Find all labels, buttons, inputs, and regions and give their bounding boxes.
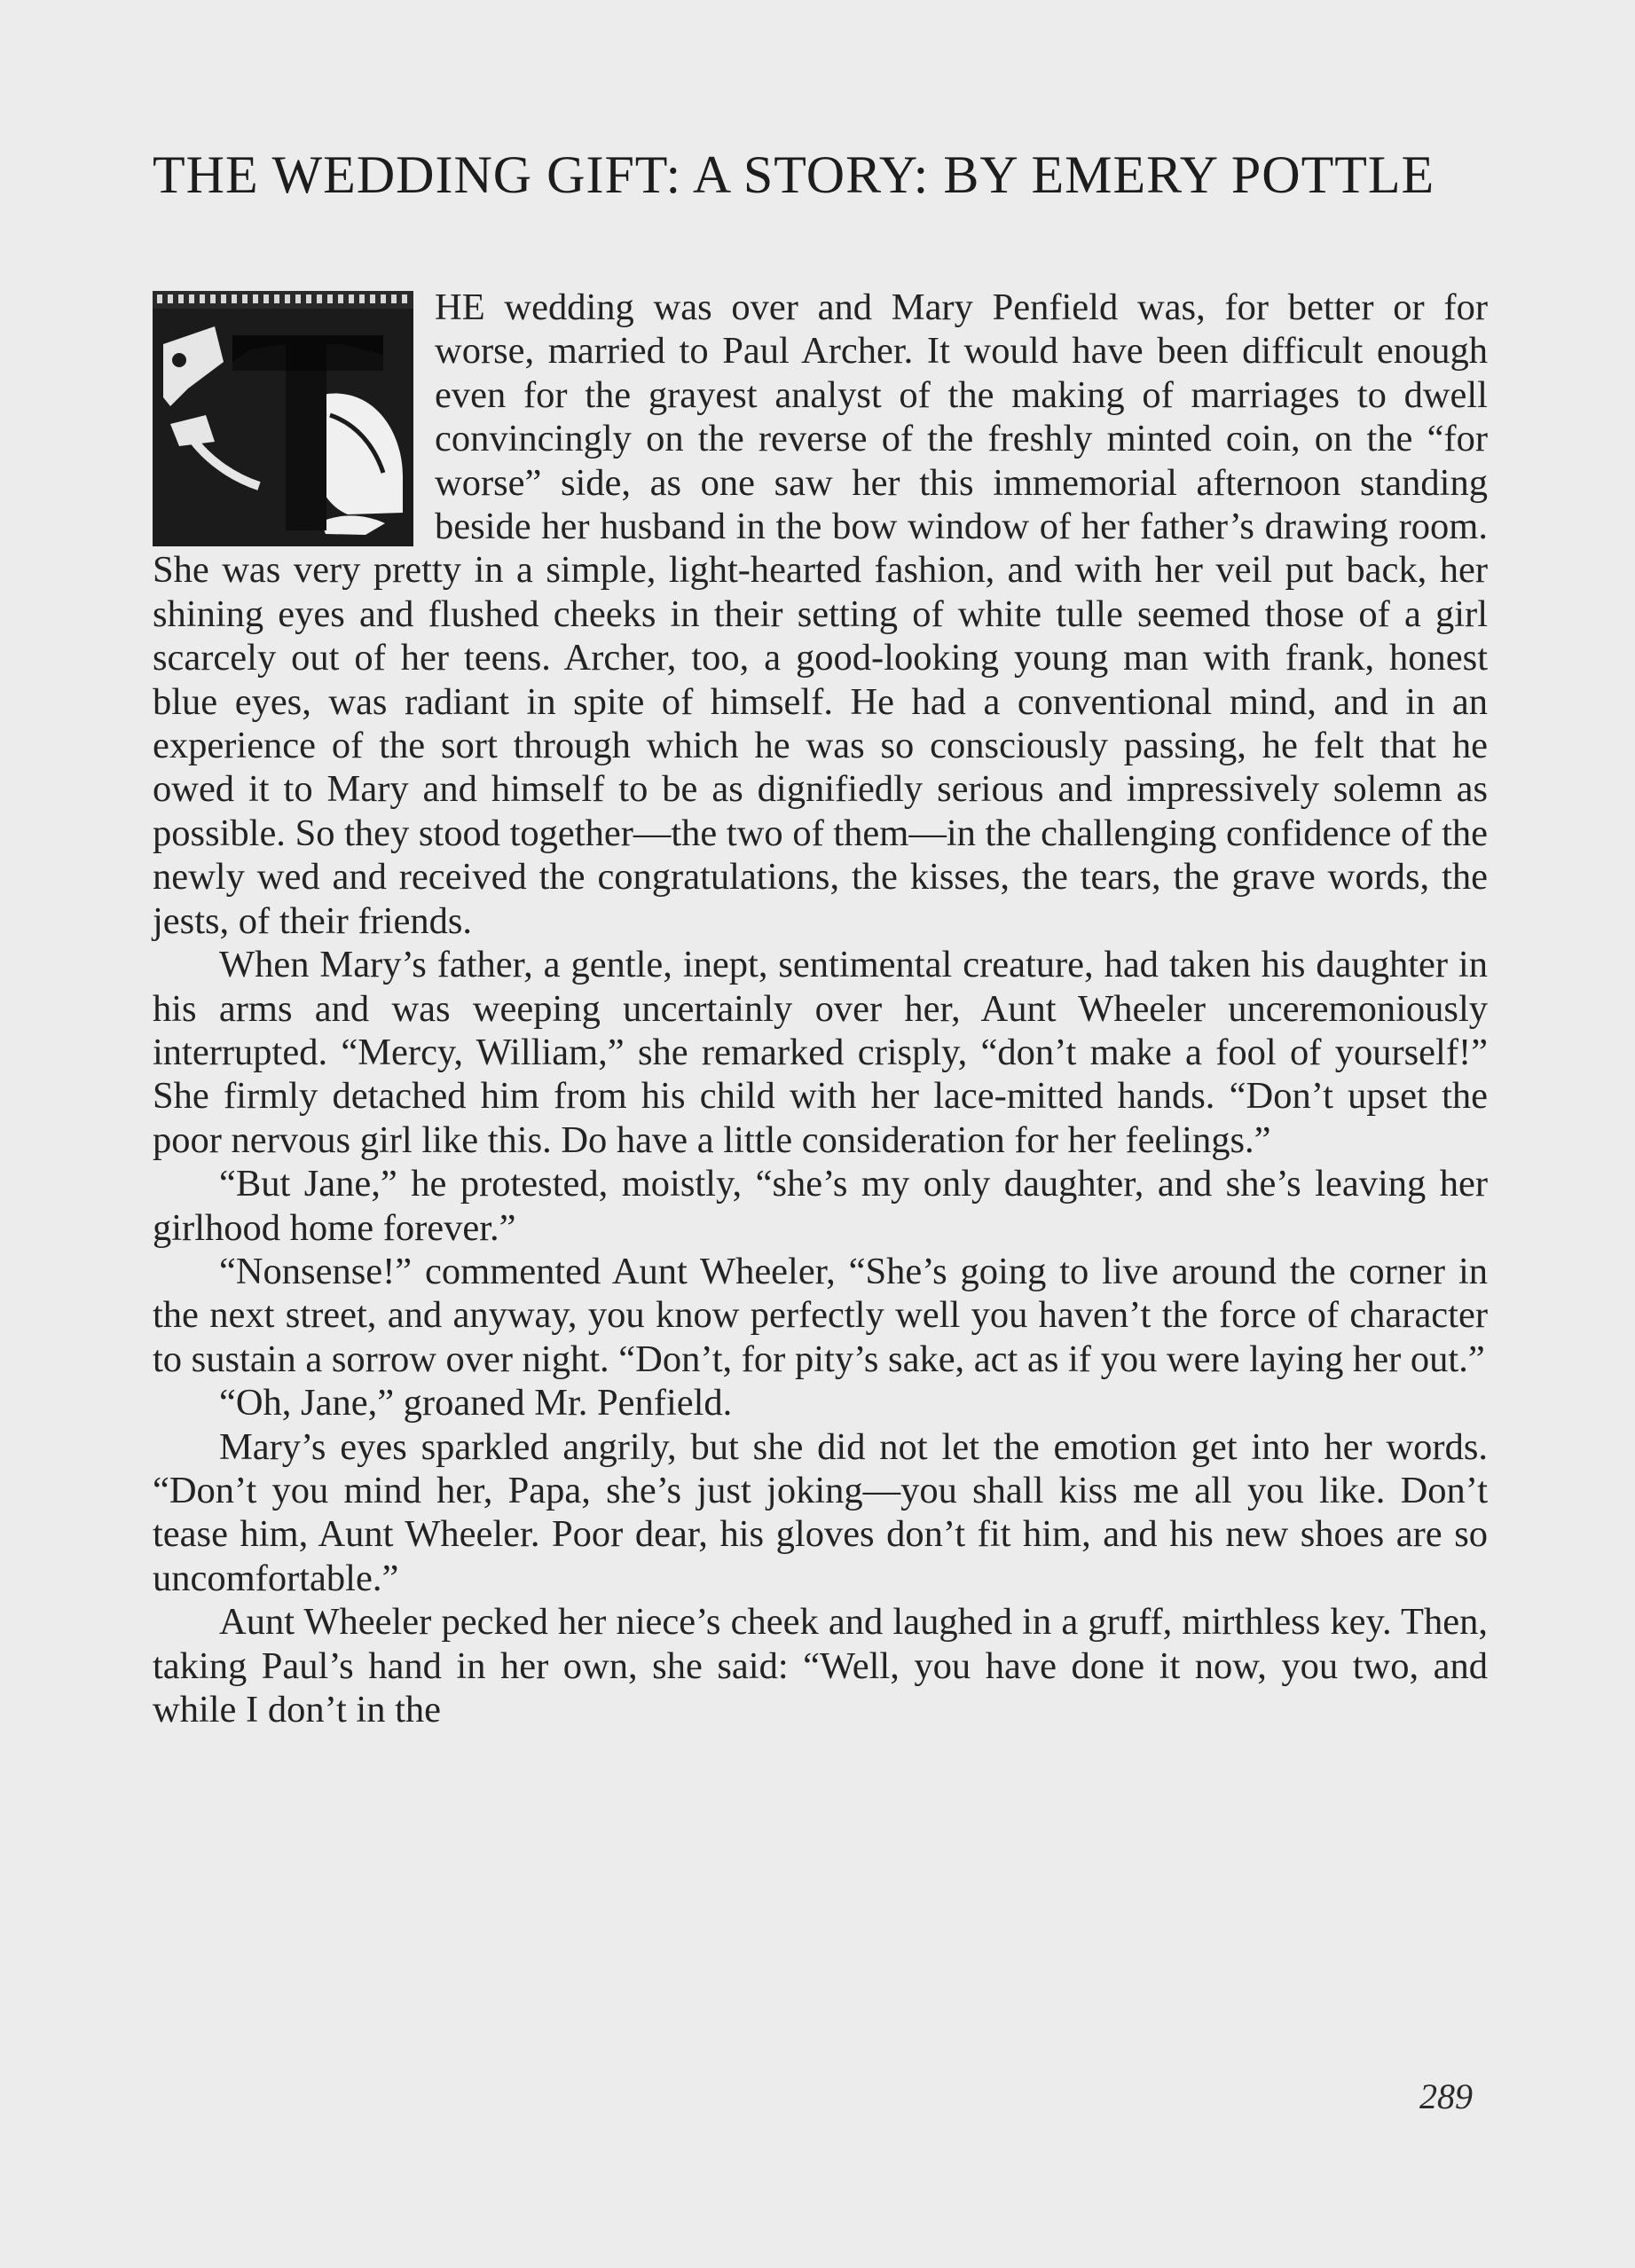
story-title: THE WEDDING GIFT: A STORY: BY EMERY POTTLE — [153, 145, 1435, 204]
drop-cap-illustration — [153, 291, 413, 546]
paragraph: “But Jane,” he protested, moistly, “she’s my only daughter, and she’s leaving her girlhood home forever.” — [153, 1163, 1488, 1249]
story-body — [153, 286, 1488, 1731]
paragraph: “Nonsense!” commented Aunt Wheeler, “She’s going to live around the corner in the next street, and anyway, you know perfectly well you haven’t the force of character to sustain a sorrow over night. “Don’t, for pity’s sake, act as if you were laying her out.” — [153, 1250, 1488, 1380]
paragraph: HE wedding was over and Mary Penfield was, for better or for worse, married to Paul Archer. It would have been difficult enough even for the grayest analyst of the making of marriages to dwell convincingly on the reverse of the freshly minted coin, on the “for worse” side, as one saw her this immemorial afternoon standing beside her husband in the bow window of her father’s drawing room. She was very pretty in a simple, light-hearted fashion, and with her veil put back, her shining eyes and flushed cheeks in their setting of white tulle seemed those of a girl scarcely out of her teens. Archer, too, a good-looking young man with frank, honest blue eyes, was radiant in spite of himself. He had a conventional mind, and in an experience of the sort through which he was so consciously passing, he felt that he owed it to Mary and himself to be as dignifiedly serious and impressively solemn as possible. So they stood together—the two of them—in the challenging confidence of the newly wed and received the congratulations, the kisses, the tears, the grave words, the jests, of their friends. — [153, 286, 1488, 942]
page-number: 289 — [1419, 2076, 1473, 2116]
paragraph: Aunt Wheeler pecked her niece’s cheek and laughed in a gruff, mirthless key. Then, taking Paul’s hand in her own, she said: “Well, you have done it now, you two, and while I don’t in the — [153, 1601, 1488, 1730]
drop-cap-woodcut — [153, 291, 413, 546]
paragraph: When Mary’s father, a gentle, inept, sentimental creature, had taken his daughter in his arms and was weeping uncertainly over her, Aunt Wheeler unceremoniously interrupted. “Mercy, William,” she remarked crisply, “don’t make a fool of yourself!” She firmly detached him from his child with her lace-mitted hands. “Don’t upset the poor nervous girl like this. Do have a little consideration for her feelings.” — [153, 944, 1488, 1161]
paragraph: “Oh, Jane,” groaned Mr. Penfield. — [219, 1382, 733, 1424]
paragraph: Mary’s eyes sparkled angrily, but she did not let the emotion get into her words. “Don’t you mind her, Papa, she’s just joking—you shall kiss me all you like. Don’t tease him, Aunt Wheeler. Poor dear, his gloves don’t fit him, and his new shoes are so uncomfortable.” — [153, 1425, 1488, 1599]
